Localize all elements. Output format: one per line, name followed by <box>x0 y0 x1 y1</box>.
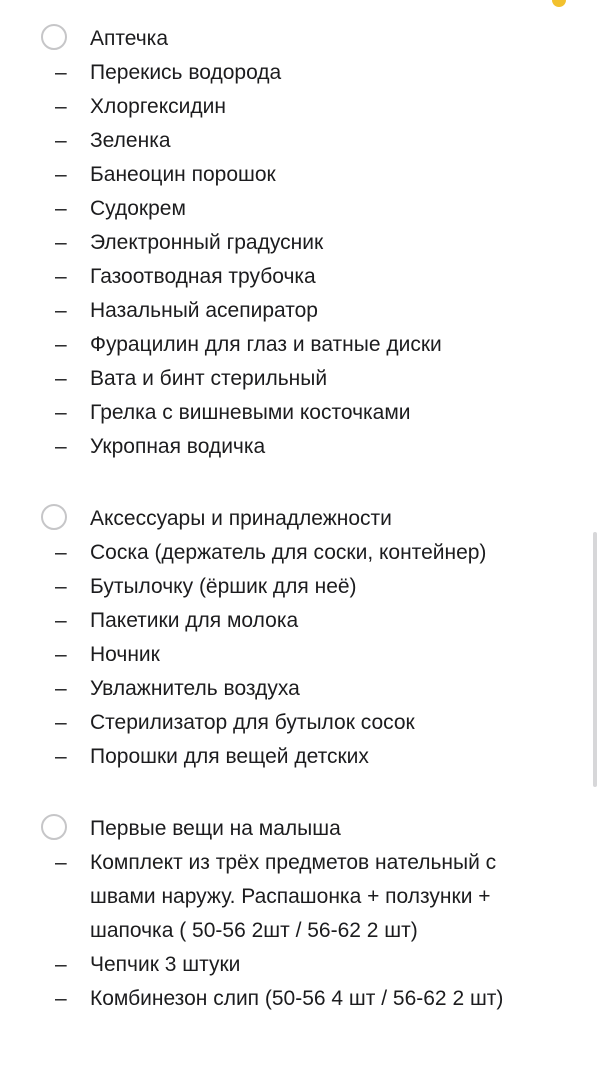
checklist-section <box>0 812 600 1016</box>
list-item-text: Банеоцин порошок <box>90 163 276 186</box>
list-item <box>0 90 600 124</box>
section-heading <box>0 502 600 536</box>
top-accent-dot <box>552 0 566 7</box>
list-item-text: Хлоргексидин <box>90 95 226 118</box>
list-item <box>0 362 600 396</box>
list-item <box>0 638 600 672</box>
list-item <box>0 706 600 740</box>
dash-bullet: – <box>55 61 67 84</box>
list-item-text: Назальный асепиратор <box>90 299 318 322</box>
section-title: Аптечка <box>90 27 169 50</box>
dash-bullet: – <box>55 851 67 874</box>
checklist-checkbox[interactable] <box>41 814 67 840</box>
list-item-text: Увлажнитель воздуха <box>90 677 300 700</box>
list-item <box>0 260 600 294</box>
section-heading <box>0 22 600 56</box>
dash-bullet: – <box>55 231 67 254</box>
list-item <box>0 740 600 774</box>
list-item-text: Бутылочку (ёршик для неё) <box>90 575 357 598</box>
checklist-section <box>0 22 600 464</box>
list-item-text: Грелка с вишневыми косточками <box>90 401 411 424</box>
list-item <box>0 948 600 982</box>
dash-bullet: – <box>55 129 67 152</box>
dash-bullet: – <box>55 711 67 734</box>
list-item-text: Фурацилин для глаз и ватные диски <box>90 333 442 356</box>
list-item-text: Газоотводная трубочка <box>90 265 316 288</box>
dash-bullet: – <box>55 95 67 118</box>
list-item <box>0 328 600 362</box>
list-item-text: Комплект из трёх предметов нательный с швами наружу. Распашонка + ползунки + шапочка ( 50-56 2шт / 56-62 2 шт) <box>90 851 497 942</box>
dash-bullet: – <box>55 401 67 424</box>
list-item-text: Комбинезон слип (50-56 4 шт / 56-62 2 шт) <box>90 987 504 1010</box>
dash-bullet: – <box>55 333 67 356</box>
list-item <box>0 570 600 604</box>
dash-bullet: – <box>55 197 67 220</box>
list-item <box>0 982 600 1016</box>
checklist-checkbox[interactable] <box>41 504 67 530</box>
dash-bullet: – <box>55 575 67 598</box>
list-item <box>0 226 600 260</box>
list-item <box>0 672 600 706</box>
dash-bullet: – <box>55 541 67 564</box>
list-item-text: Соска (держатель для соски, контейнер) <box>90 541 487 564</box>
dash-bullet: – <box>55 265 67 288</box>
list-item-text: Чепчик 3 штуки <box>90 953 241 976</box>
list-item-text: Судокрем <box>90 197 186 220</box>
list-item <box>0 124 600 158</box>
checklist-section <box>0 502 600 774</box>
list-item-text: Стерилизатор для бутылок сосок <box>90 711 415 734</box>
list-item <box>0 846 600 948</box>
dash-bullet: – <box>55 367 67 390</box>
list-item <box>0 158 600 192</box>
list-item <box>0 56 600 90</box>
list-item-text: Электронный градусник <box>90 231 324 254</box>
dash-bullet: – <box>55 299 67 322</box>
list-item <box>0 536 600 570</box>
list-item <box>0 192 600 226</box>
dash-bullet: – <box>55 163 67 186</box>
checklist-checkbox[interactable] <box>41 24 67 50</box>
list-item-text: Ночник <box>90 643 160 666</box>
section-title: Первые вещи на малыша <box>90 817 341 840</box>
dash-bullet: – <box>55 643 67 666</box>
dash-bullet: – <box>55 987 67 1010</box>
list-item <box>0 396 600 430</box>
list-item-text: Вата и бинт стерильный <box>90 367 328 390</box>
section-heading <box>0 812 600 846</box>
list-item-text: Пакетики для молока <box>90 609 299 632</box>
list-item-text: Укропная водичка <box>90 435 266 458</box>
list-item-text: Порошки для вещей детских <box>90 745 369 768</box>
section-title: Аксессуары и принадлежности <box>90 507 392 530</box>
list-item <box>0 294 600 328</box>
list-item <box>0 604 600 638</box>
list-item <box>0 430 600 464</box>
dash-bullet: – <box>55 609 67 632</box>
dash-bullet: – <box>55 745 67 768</box>
note-content <box>0 22 600 1054</box>
dash-bullet: – <box>55 435 67 458</box>
dash-bullet: – <box>55 953 67 976</box>
dash-bullet: – <box>55 677 67 700</box>
list-item-text: Зеленка <box>90 129 171 152</box>
list-item-text: Перекись водорода <box>90 61 282 84</box>
